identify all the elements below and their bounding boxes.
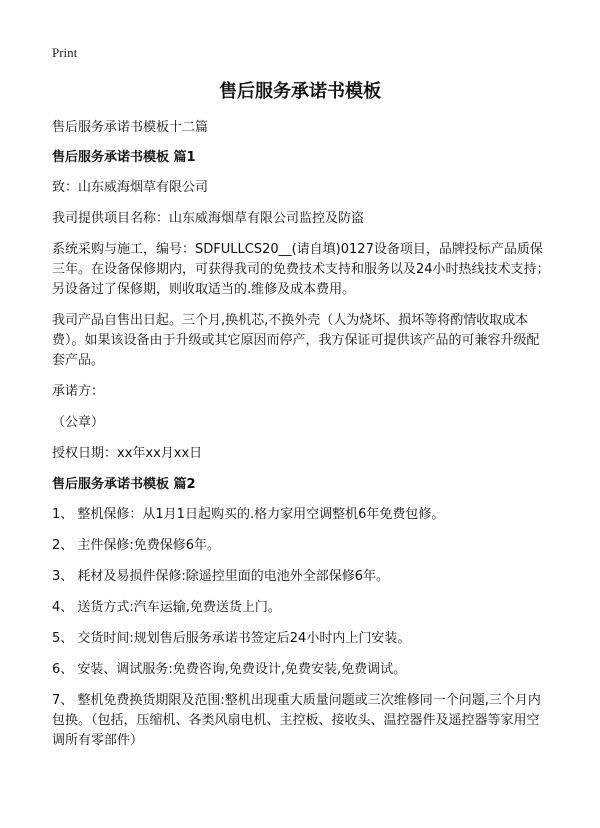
- document-body: [52, 118, 552, 762]
- warranty-paragraph: 系统采购与施工，编号：SDFULLCS20__(请自填)0127设备项目，品牌投标产品质保三年。在设备保修期内，可获得我司的免费技术支持和服务以及24小时热线技术支持；另设备过了保修期，则收取适当的.维修及成本费用。: [52, 242, 550, 297]
- seal-line: （公章）: [52, 415, 105, 430]
- promiser-line: 承诺方：: [52, 384, 105, 399]
- product-paragraph: 我司产品自售出日起。三个月,换机芯,不换外壳（人为烧坏、损坏等将酌情收取成本费）。如果该设备由于升级或其它原因而停产，我方保证可提供该产品的可兼容升级配套产品。: [52, 313, 540, 368]
- addressee-line: 致：山东威海烟草有限公司: [52, 180, 209, 195]
- list-item: 3、 耗材及易损件保修:除遥控里面的电池外全部保修6年。: [52, 569, 390, 584]
- document-subtitle: 售后服务承诺书模板十二篇: [52, 120, 209, 135]
- section-heading-2: 售后服务承诺书模板 篇2: [52, 477, 196, 492]
- list-item: 1、 整机保修：从1月1日起购买的.格力家用空调整机6年免费包修。: [52, 507, 445, 522]
- section-heading-1: 售后服务承诺书模板 篇1: [52, 150, 196, 165]
- list-item: 2、 主件保修:免费保修6年。: [52, 538, 221, 553]
- list-item: 4、 送货方式:汽车运输,免费送货上门。: [52, 600, 281, 615]
- authorization-date-line: 授权日期：xx年xx月xx日: [52, 446, 203, 461]
- print-link[interactable]: Print: [52, 45, 78, 60]
- list-item: 7、 整机免费换货期限及范围:整机出现重大质量问题或三次维修同一个问题,三个月内包换。（包括，压缩机、各类风扇电机、主控板、接收头、温控器件及遥控器等家用空调所有零部件）: [52, 693, 541, 748]
- document-title: 售后服务承诺书模板: [219, 81, 381, 102]
- list-item: 6、 安装、调试服务:免费咨询,免费设计,免费安装,免费调试。: [52, 662, 407, 677]
- project-name-line: 我司提供项目名称：山东威海烟草有限公司监控及防盗: [52, 211, 365, 226]
- list-item: 5、 交货时间:规划售后服务承诺书签定后24小时内上门安装。: [52, 631, 411, 646]
